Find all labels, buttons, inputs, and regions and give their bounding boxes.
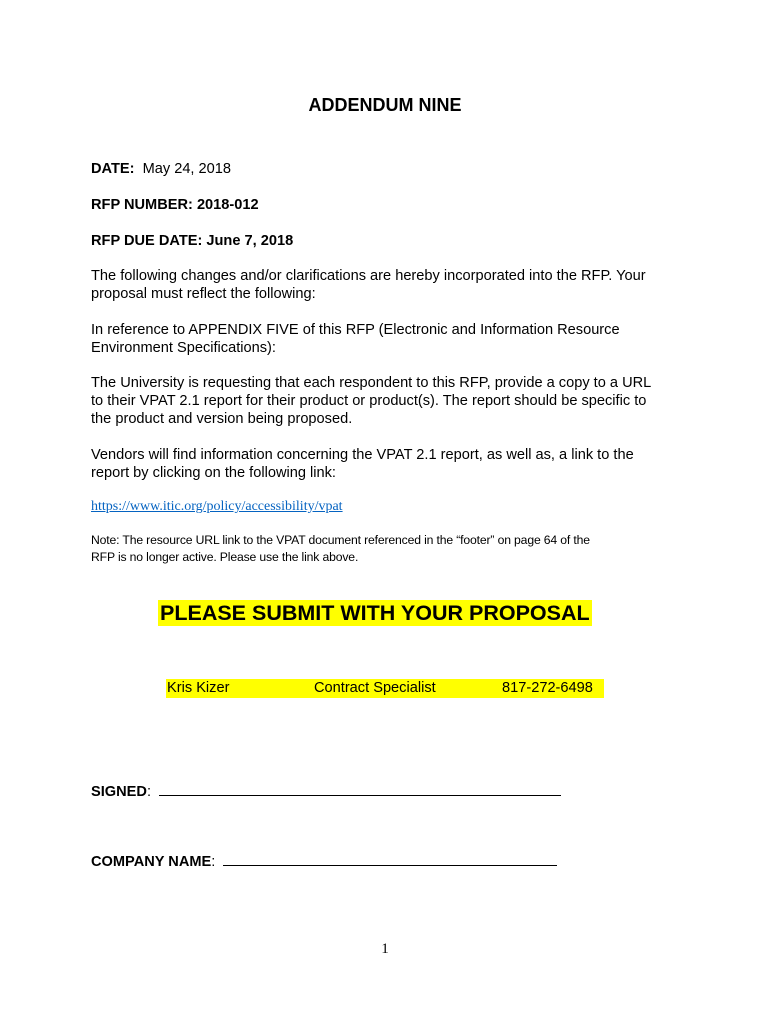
rfp-due-date: RFP DUE DATE: June 7, 2018 <box>91 233 294 249</box>
date-line <box>91 160 231 178</box>
note-line: Note: The resource URL link to the VPAT document referenced in the “footer” on page 64 of the <box>91 533 590 547</box>
paragraph-line: report by clicking on the following link: <box>91 465 336 481</box>
appendix-paragraph <box>91 321 691 357</box>
vpat-link[interactable]: https://www.itic.org/policy/accessibility/vpat <box>91 499 343 514</box>
signed-line <box>91 782 561 801</box>
paragraph-line: The University is requesting that each respondent to this RFP, provide a copy to a URL <box>91 375 652 391</box>
contact-name: Kris Kizer <box>167 680 230 696</box>
intro-paragraph <box>91 267 691 303</box>
company-line <box>91 852 557 871</box>
paragraph-line: Environment Specifications): <box>91 340 276 356</box>
company-name-blank[interactable] <box>223 852 557 866</box>
vendor-info-paragraph <box>91 446 691 482</box>
note-paragraph <box>91 532 590 566</box>
paragraph-line: the product and version being proposed. <box>91 411 353 427</box>
vpat-request-paragraph <box>91 374 691 428</box>
contact-phone: 817-272-6498 <box>502 680 593 696</box>
document-title: ADDENDUM NINE <box>308 95 462 115</box>
signed-colon: : <box>146 784 152 800</box>
submit-banner: PLEASE SUBMIT WITH YOUR PROPOSAL <box>160 601 590 625</box>
rfp-number: RFP NUMBER: 2018-012 <box>91 197 259 213</box>
paragraph-line: Vendors will find information concerning the VPAT 2.1 report, as well as, a link to the <box>91 447 634 463</box>
page-number: 1 <box>381 941 389 957</box>
date-label: DATE: <box>91 161 135 177</box>
paragraph-line: The following changes and/or clarifications are hereby incorporated into the RFP. Your <box>91 268 646 284</box>
contact-title: Contract Specialist <box>314 680 436 696</box>
company-label: COMPANY NAME <box>91 854 212 870</box>
signed-label: SIGNED <box>91 784 147 800</box>
date-value: May 24, 2018 <box>142 161 232 177</box>
note-line: RFP is no longer active. Please use the link above. <box>91 550 359 564</box>
company-colon: : <box>211 854 216 870</box>
paragraph-line: proposal must reflect the following: <box>91 286 316 302</box>
signature-blank[interactable] <box>159 782 561 796</box>
paragraph-line: In reference to APPENDIX FIVE of this RFP (Electronic and Information Resource <box>91 322 620 338</box>
paragraph-line: to their VPAT 2.1 report for their product or product(s). The report should be specific to <box>91 393 647 409</box>
